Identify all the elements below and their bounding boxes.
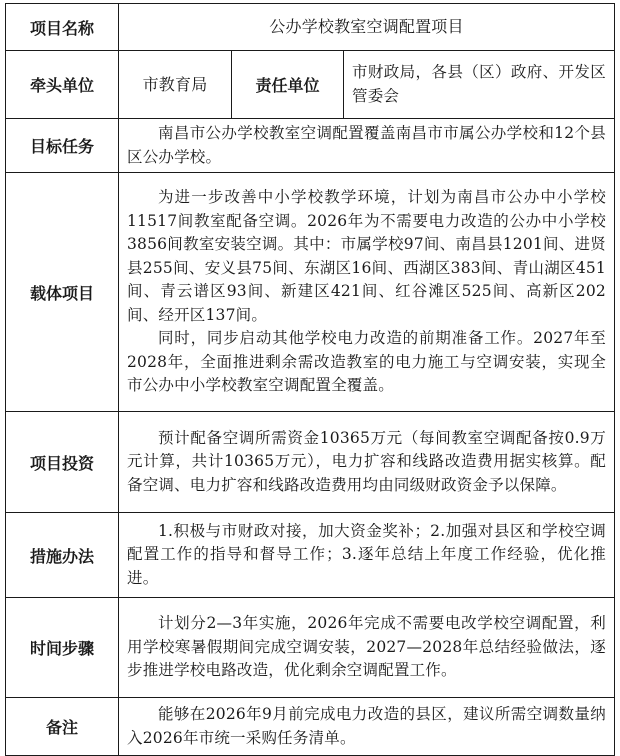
row-investment xyxy=(6,412,615,513)
investment-content xyxy=(119,412,615,513)
target-label: 目标任务 xyxy=(6,119,119,173)
measures-content xyxy=(119,513,615,598)
project-name-label: 项目名称 xyxy=(6,4,119,51)
target-content xyxy=(119,119,615,173)
row-lead-unit xyxy=(6,51,615,119)
measures-paragraph: 1.积极与市财政对接，加大资金奖补；2.加强对县区和学校空调配置工作的指导和督导工作；3.逐年总结上年度工作经验，优化推进。 xyxy=(127,521,606,587)
target-paragraph: 南昌市公办学校教室空调配置覆盖南昌市市属公办学校和12个县区公办学校。 xyxy=(127,124,606,166)
lead-unit-label: 牵头单位 xyxy=(6,51,119,119)
carrier-content xyxy=(119,173,615,412)
project-name-value: 公办学校教室空调配置项目 xyxy=(119,4,615,51)
steps-label: 时间步骤 xyxy=(6,598,119,698)
responsible-unit-label: 责任单位 xyxy=(232,51,344,119)
remarks-paragraph: 能够在2026年9月前完成电力改造的县区，建议所需空调数量纳入2026年市统一采购任务清单。 xyxy=(127,705,606,747)
row-project-name xyxy=(6,4,615,51)
lead-unit-value: 市教育局 xyxy=(119,51,232,119)
steps-content xyxy=(119,598,615,698)
carrier-paragraph: 为进一步改善中小学校教学环境，计划为南昌市公办中小学校11517间教室配备空调。2026年为不需要电力改造的公办中小学校3856间教室安装空调。其中：市属学校97间、南昌县1201间、进贤县255间、安义县75间、东湖区16间、西湖区383间、青山湖区451间、青云谱区93间、新建区421间、红谷滩区525间、高新区202间、经开区137间。 xyxy=(127,188,606,324)
row-steps xyxy=(6,598,615,698)
project-table xyxy=(5,3,615,756)
responsible-unit-text: 市财政局，各县（区）政府、开发区管委会 xyxy=(352,63,606,105)
row-target xyxy=(6,119,615,173)
row-carrier xyxy=(6,173,615,412)
remarks-content xyxy=(119,698,615,756)
investment-paragraph: 预计配备空调所需资金10365万元（每间教室空调配备按0.9万元计算，共计10365万元），电力扩容和线路改造费用据实核算。配备空调、电力扩容和线路改造费用均由同级财政资金予以保障。 xyxy=(127,428,606,494)
row-remarks xyxy=(6,698,615,756)
investment-label: 项目投资 xyxy=(6,412,119,513)
measures-label: 措施办法 xyxy=(6,513,119,598)
carrier-paragraph: 同时，同步启动其他学校电力改造的前期准备工作。2027年至2028年，全面推进剩余需改造教室的电力施工与空调安装，实现全市公办中小学校教室空调配置全覆盖。 xyxy=(127,329,606,395)
steps-paragraph: 计划分2—3年实施，2026年完成不需要电改学校空调配置，利用学校寒暑假期间完成空调安装，2027—2028年总结经验做法，逐步推进学校电路改造，优化剩余空调配置工作。 xyxy=(127,614,606,680)
responsible-unit-value xyxy=(344,51,615,119)
row-measures xyxy=(6,513,615,598)
carrier-label: 载体项目 xyxy=(6,173,119,412)
remarks-label: 备注 xyxy=(6,698,119,756)
